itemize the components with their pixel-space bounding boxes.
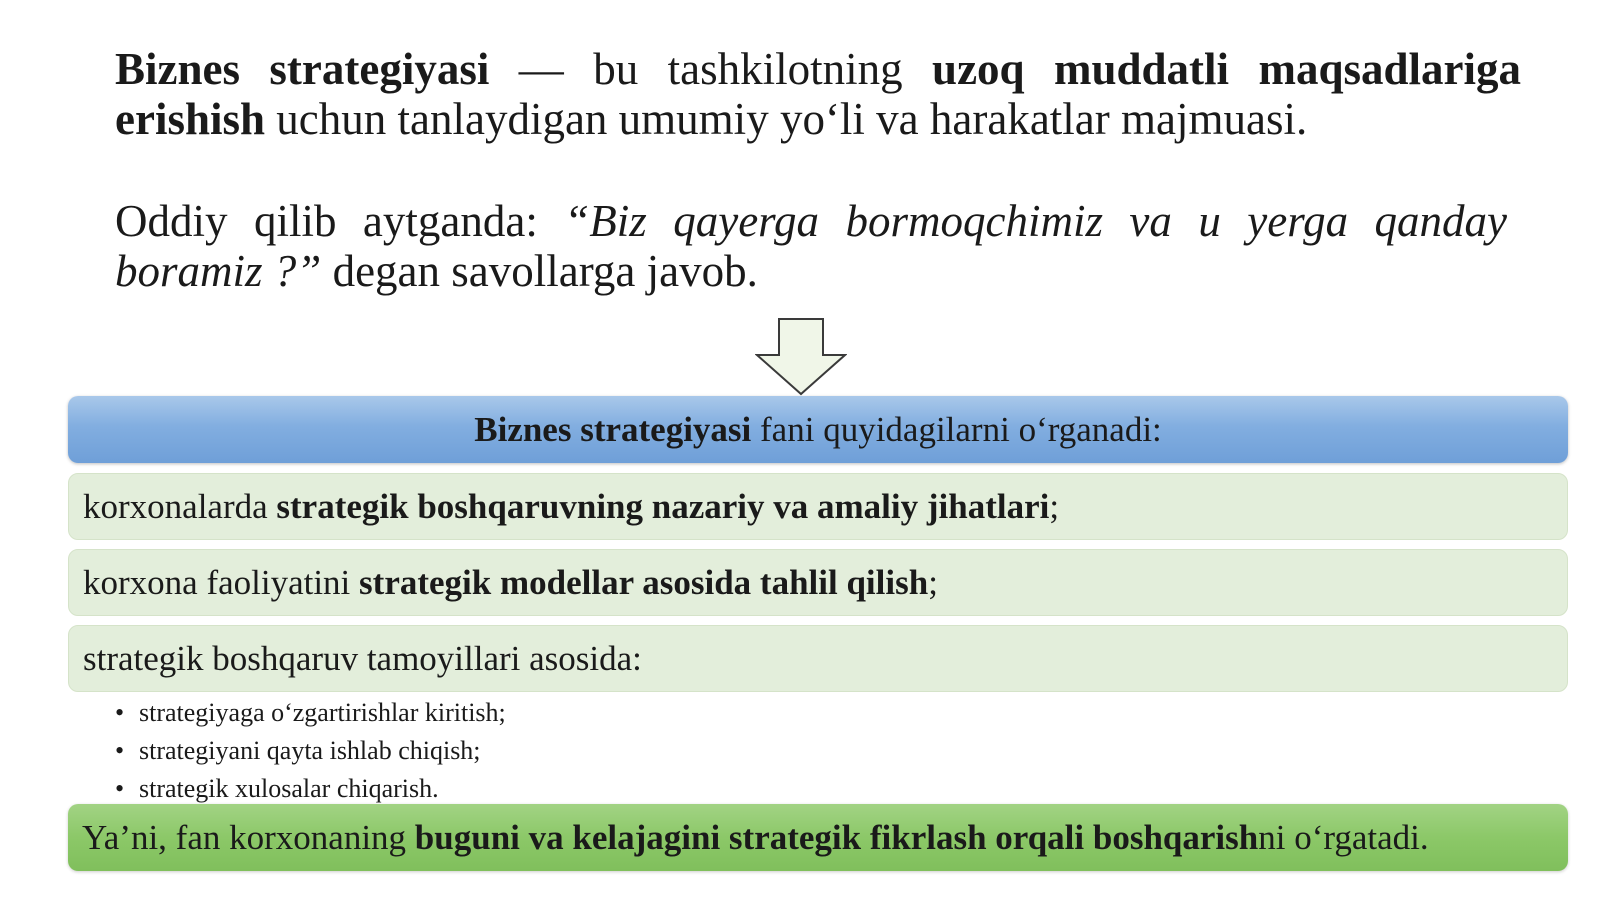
- list-item: [115, 770, 506, 808]
- subject-header-rest: fani quyidagilarni o‘rganadi:: [751, 409, 1162, 449]
- bullet-dot-icon: •: [115, 736, 125, 765]
- list-item: [115, 694, 506, 732]
- topic-item: [68, 549, 1568, 616]
- list-item: [115, 732, 506, 770]
- bullet-text: strategiyaga o‘zgartirishlar kiritish;: [139, 698, 506, 727]
- definition-paragraph: [115, 44, 1521, 144]
- definition-goal: uzoq muddatli maqsadlariga erishish: [115, 44, 1521, 144]
- bullet-text: strategiyani qayta ishlab chiqish;: [139, 736, 481, 765]
- topic-item-end: ;: [928, 562, 938, 602]
- topic-item-plain: korxona faoliyatini: [83, 562, 360, 602]
- topic-item: [68, 473, 1568, 540]
- simple-lead: Oddiy qilib aytganda:: [115, 196, 565, 246]
- topic-item-bold: strategik modellar asosida tahlil qilish: [359, 562, 929, 602]
- sub-bullet-list: [115, 694, 506, 808]
- subject-header-bar: [68, 396, 1568, 463]
- summary-lead: Ya’ni, fan korxonaning: [82, 817, 415, 857]
- simple-rest: degan savollarga javob.: [321, 246, 758, 296]
- definition-rest: uchun tanlaydigan umumiy yo‘li va harakatlar majmuasi.: [265, 94, 1308, 144]
- subject-header-bold: Biznes strategiyasi: [474, 409, 752, 449]
- topic-item-end: ;: [1049, 486, 1060, 526]
- definition-term: Biznes strategiyasi: [115, 44, 490, 94]
- topic-item-text: [83, 487, 1059, 527]
- topic-item-plain: korxonalarda: [83, 486, 277, 526]
- subject-header-text: [474, 410, 1162, 450]
- topic-item-text: [83, 563, 938, 603]
- bullet-text: strategik xulosalar chiqarish.: [139, 774, 439, 803]
- summary-rest: ni o‘rgatadi.: [1258, 817, 1429, 857]
- definition-dash: — bu tashkilotning: [489, 44, 933, 94]
- bullet-dot-icon: •: [115, 774, 125, 803]
- summary-footer-bar: [68, 804, 1568, 871]
- topic-item-bold: strategik boshqaruvning nazariy va amaliy jihatlari: [276, 486, 1050, 526]
- simple-quote: “Biz qayerga bormoqchimiz va u yerga qanday boramiz ?”: [115, 196, 1507, 296]
- topic-item: [68, 625, 1568, 692]
- down-arrow-icon: [755, 318, 847, 396]
- topic-item-text: [83, 639, 642, 679]
- summary-text: [82, 818, 1429, 858]
- bullet-dot-icon: •: [115, 698, 125, 727]
- topic-item-plain: strategik boshqaruv tamoyillari asosida:: [83, 638, 642, 678]
- simple-paragraph: [115, 196, 1507, 296]
- summary-bold: buguni va kelajagini strategik fikrlash orqali boshqarish: [414, 817, 1259, 857]
